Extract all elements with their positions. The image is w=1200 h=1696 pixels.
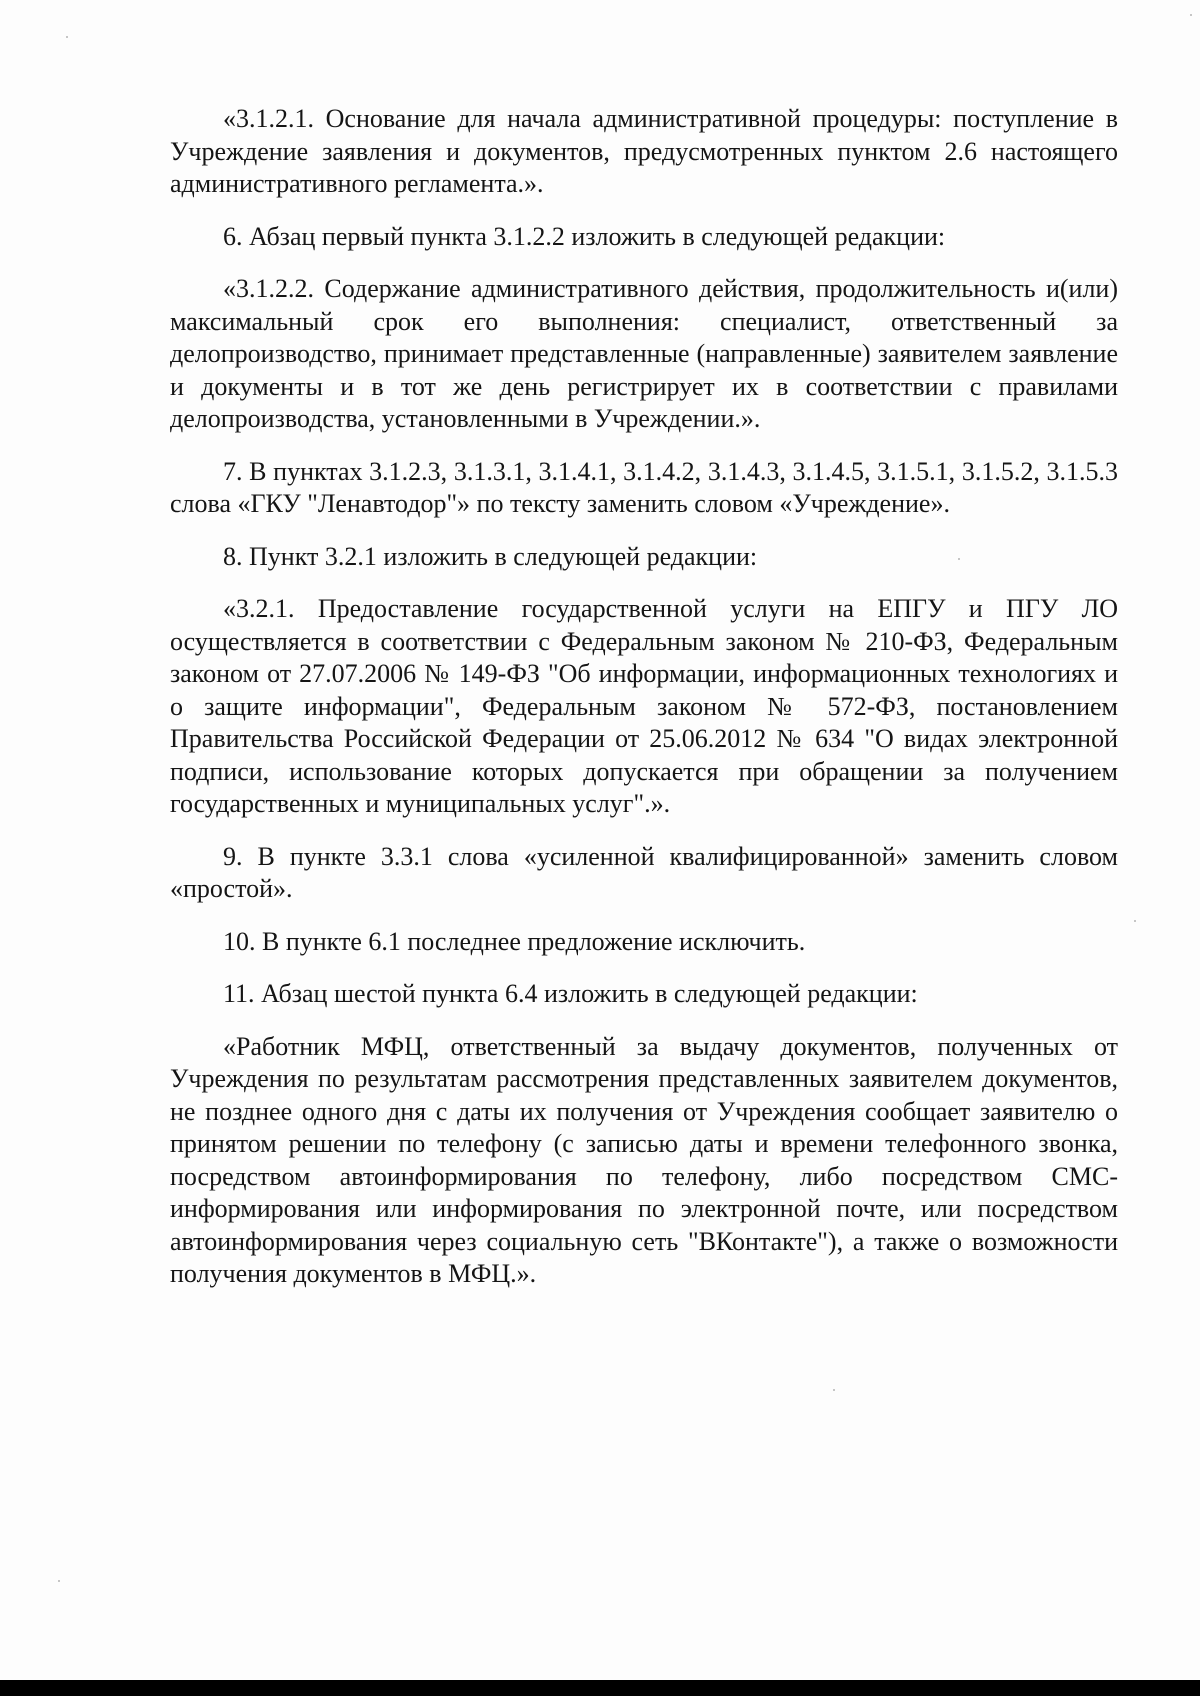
paragraph-item-9: 9. В пункте 3.3.1 слова «усиленной квалифицированной» заменить словом «простой». [170,841,1118,903]
scan-speck [58,1580,60,1582]
paragraph-3-2-1: «3.2.1. Предоставление государственной услуги на ЕПГУ и ПГУ ЛО осуществляется в соответствии с Федеральным законом № 210-ФЗ, Федеральным законом от 27.07.2006 № 149-ФЗ "Об информации, информационных технологиях и о защите информации", Федеральным законом № 572-ФЗ, постановлением Правительства Российской Федерации от 25.06.2012 № 634 "О видах электронной подписи, использование которых допускается при обращении за получением государственных и муниципальных услуг".». [170,594,1118,818]
paragraph-3-1-2-1: «3.1.2.1. Основание для начала административной процедуры: поступление в Учреждение заявления и документов, предусмотренных пунктом 2.6 настоящего административного регламента.». [170,104,1118,198]
scan-speck [833,1389,835,1391]
document-body [170,103,1118,1291]
paragraph-3-1-2-2: «3.1.2.2. Содержание административного действия, продолжительность и(или) максимальный срок его выполнения: специалист, ответственный за делопроизводство, принимает представленные (направленные) заявителем заявление и документы и в тот же день регистрирует их в соответствии с правилами делопроизводства, установленными в Учреждении.». [170,274,1118,433]
paragraph-item-8: 8. Пункт 3.2.1 изложить в следующей редакции: [223,541,758,571]
scan-speck [1190,14,1192,16]
paragraph-item-6: 6. Абзац первый пункта 3.1.2.2 изложить в следующей редакции: [223,221,946,251]
scan-speck [958,558,960,560]
paragraph-6-4-quote: «Работник МФЦ, ответственный за выдачу документов, полученных от Учреждения по результатам рассмотрения представленных заявителем документов, не позднее одного дня с даты их получения от Учреждения сообщает заявителю о принятом решении по телефону (с записью даты и времени телефонного звонка, посредством автоинформирования по телефону, либо посредством СМС-информирования или информирования по электронной почте, или посредством автоинформирования через социальную сеть "ВКонтакте"), а также о возможности получения документов в МФЦ.». [170,1031,1118,1288]
scan-bottom-edge [0,1680,1200,1696]
paragraph-item-11: 11. Абзац шестой пункта 6.4 изложить в следующей редакции: [223,979,918,1008]
paragraph-item-7: 7. В пунктах 3.1.2.3, 3.1.3.1, 3.1.4.1, 3.1.4.2, 3.1.4.3, 3.1.4.5, 3.1.5.1, 3.1.5.2, 3.1.5.3 слова «ГКУ "Ленавтодор"» по тексту заменить словом «Учреждение». [170,456,1118,518]
scan-speck [66,36,68,38]
scan-speck [1134,920,1136,922]
paragraph-item-10: 10. В пункте 6.1 последнее предложение исключить. [223,926,806,956]
